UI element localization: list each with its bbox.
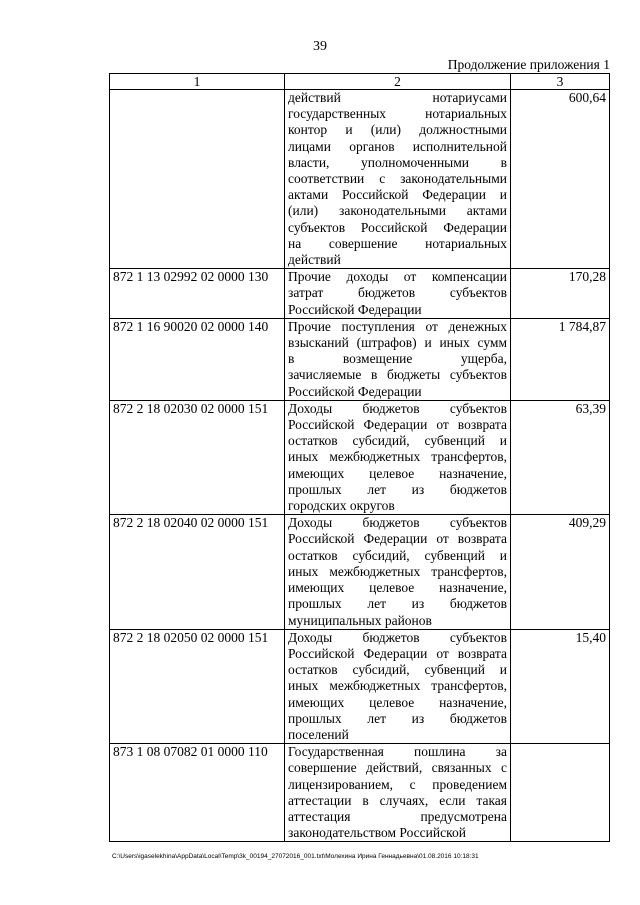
description-line: власти, уполномоченными в — [288, 154, 507, 170]
revenue-table — [109, 73, 610, 842]
description-line: Доходы бюджетов субъектов — [288, 400, 507, 416]
amount-cell: 15,40 — [511, 629, 610, 743]
table-body — [110, 90, 610, 842]
appendix-continuation-label: Продолжение приложения 1 — [447, 57, 610, 72]
description-line: совершение действий, связанных с — [288, 760, 507, 776]
revenue-description-cell — [285, 629, 511, 743]
description-line: Российской Федерации — [288, 301, 422, 317]
page-number: 39 — [313, 39, 327, 54]
description-line: Российской Федерации — [288, 383, 422, 399]
description-line: Прочие поступления от денежных — [288, 318, 507, 334]
description-line: прошлых лет из бюджетов — [288, 481, 507, 497]
description-line: аттестации в случаях, если такая — [288, 792, 507, 808]
description-line: иных межбюджетных трансфертов, — [288, 678, 507, 694]
revenue-description-cell — [285, 515, 511, 629]
table-row — [110, 90, 610, 269]
amount-cell: 1 784,87 — [511, 318, 610, 400]
description-line: субъектов Российской Федерации — [288, 219, 507, 235]
header-row — [110, 74, 610, 90]
description-line: поселений — [288, 726, 349, 742]
description-line: лицензированием, с проведением — [288, 776, 507, 792]
revenue-description-cell — [285, 269, 511, 319]
description-line: остатков субсидий, субвенций и — [288, 547, 507, 563]
description-line: Российской Федерации от возврата — [288, 645, 507, 661]
description-line: затрат бюджетов субъектов — [288, 285, 507, 301]
description-line: Прочие доходы от компенсации — [288, 269, 507, 285]
budget-code-cell — [110, 90, 285, 269]
description-line: остатков субсидий, субвенций и — [288, 662, 507, 678]
description-line: остатков субсидий, субвенций и — [288, 433, 507, 449]
revenue-description-cell — [285, 318, 511, 400]
table-row — [110, 515, 610, 629]
table-row — [110, 400, 610, 514]
description-line: имеющих целевое назначение, — [288, 465, 507, 481]
column-header-1: 1 — [110, 74, 285, 90]
amount-cell: 600,64 — [511, 90, 610, 269]
budget-code-cell: 872 2 18 02030 02 0000 151 — [110, 400, 285, 514]
table-header — [110, 74, 610, 90]
column-header-2: 2 — [285, 74, 511, 90]
description-line: Государственная пошлина за — [288, 744, 507, 760]
description-line: муниципальных районов — [288, 612, 432, 628]
description-line: аттестация предусмотрена — [288, 808, 507, 824]
table-row — [110, 629, 610, 743]
description-line: имеющих целевое назначение, — [288, 694, 507, 710]
description-line: лицами органов исполнительной — [288, 138, 507, 154]
description-line: актами Российской Федерации и — [288, 187, 507, 203]
table-row — [110, 744, 610, 842]
column-header-3: 3 — [511, 74, 610, 90]
budget-code-cell: 872 1 13 02992 02 0000 130 — [110, 269, 285, 319]
description-line: контор и (или) должностными — [288, 122, 507, 138]
description-line: зачисляемые в бюджеты субъектов — [288, 367, 507, 383]
description-line: действий нотариусами — [288, 90, 507, 105]
file-path-footer: C:\Users\igaselekhina\AppData\Local\Temp\3k_00194_27072016_001.txt\Молехина Ирина Геннадьевна\01.08.2016 10:18:31 — [112, 853, 479, 860]
description-line: Российской Федерации от возврата — [288, 417, 507, 433]
table-row — [110, 318, 610, 400]
description-line: Российской Федерации от возврата — [288, 531, 507, 547]
description-line: городских округов — [288, 498, 395, 514]
description-line: (или) законодательными актами — [288, 203, 507, 219]
table-row — [110, 269, 610, 319]
description-line: на совершение нотариальных — [288, 235, 507, 251]
description-line: в возмещение ущерба, — [288, 351, 507, 367]
description-line: имеющих целевое назначение, — [288, 580, 507, 596]
description-line: действий — [288, 252, 341, 268]
amount-cell — [511, 744, 610, 842]
description-line: иных межбюджетных трансфертов, — [288, 449, 507, 465]
description-line: взысканий (штрафов) и иных сумм — [288, 335, 507, 351]
description-line: законодательством Российской — [288, 825, 466, 841]
budget-code-cell: 872 1 16 90020 02 0000 140 — [110, 318, 285, 400]
amount-cell: 63,39 — [511, 400, 610, 514]
amount-cell: 409,29 — [511, 515, 610, 629]
budget-code-cell: 872 2 18 02040 02 0000 151 — [110, 515, 285, 629]
revenue-description-cell — [285, 744, 511, 842]
description-line: соответствии с законодательными — [288, 171, 507, 187]
description-line: Доходы бюджетов субъектов — [288, 515, 507, 531]
budget-code-cell: 873 1 08 07082 01 0000 110 — [110, 744, 285, 842]
description-line: государственных нотариальных — [288, 106, 507, 122]
description-line: Доходы бюджетов субъектов — [288, 629, 507, 645]
revenue-description-cell — [285, 400, 511, 514]
description-line: прошлых лет из бюджетов — [288, 596, 507, 612]
description-line: иных межбюджетных трансфертов, — [288, 563, 507, 579]
budget-code-cell: 872 2 18 02050 02 0000 151 — [110, 629, 285, 743]
description-line: прошлых лет из бюджетов — [288, 710, 507, 726]
revenue-description-cell — [285, 90, 511, 269]
amount-cell: 170,28 — [511, 269, 610, 319]
